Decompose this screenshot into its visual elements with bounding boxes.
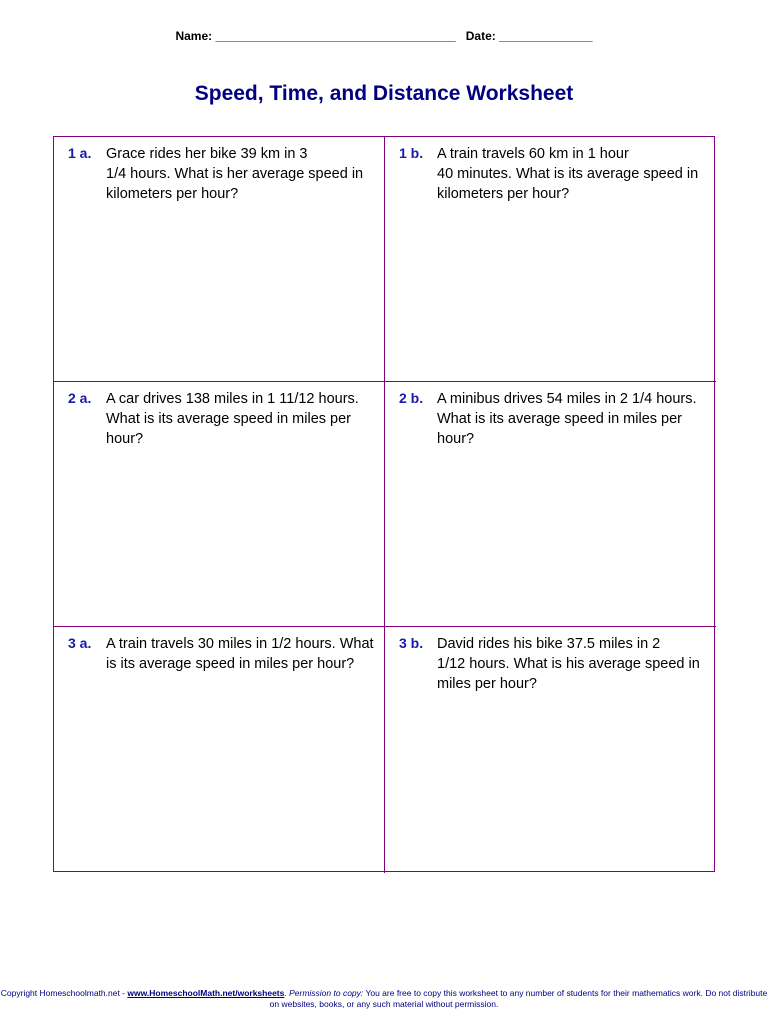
problem-cell-3a xyxy=(54,627,385,873)
problem-number: 1 a. xyxy=(68,145,92,161)
problem-text: A train travels 30 miles in 1/2 hours. What is its average speed in miles per hour? xyxy=(106,636,374,672)
problem-cell-3b xyxy=(385,627,716,873)
problem-grid xyxy=(53,136,715,872)
problem-number: 1 b. xyxy=(399,145,424,161)
problem-text: David rides his bike 37.5 miles in 2 1/12 hours. What is his average speed in miles per hour? xyxy=(437,636,700,692)
problem-number: 2 a. xyxy=(68,390,92,406)
problem-text: A train travels 60 km in 1 hour 40 minutes. What is its average speed in kilometers per hour? xyxy=(437,146,699,202)
name-date-line xyxy=(0,29,768,43)
name-blank: ____________________________________ xyxy=(215,29,456,43)
problem-text: A minibus drives 54 miles in 2 1/4 hours. What is its average speed in miles per hour? xyxy=(437,391,697,447)
problem-number: 3 a. xyxy=(68,635,92,651)
problem-cell-1a xyxy=(54,137,385,382)
problem-cell-2a xyxy=(54,382,385,627)
date-label: Date: xyxy=(465,29,496,43)
worksheets-link[interactable]: www.HomeschoolMath.net/worksheets xyxy=(127,988,285,998)
worksheet-title: Speed, Time, and Distance Worksheet xyxy=(194,82,574,105)
date-blank: ______________ xyxy=(499,29,593,43)
copyright-footer xyxy=(0,988,768,1010)
problem-number: 2 b. xyxy=(399,390,424,406)
problem-cell-2b xyxy=(385,382,716,627)
copyright-text: Copyright Homeschoolmath.net - xyxy=(0,988,128,998)
problem-cell-1b xyxy=(385,137,716,382)
name-label: Name: xyxy=(175,29,213,43)
permission-text: You are free to copy this worksheet to any number of students for their mathematics work. Do not distribute on websites, books, or any such material without permission. xyxy=(269,988,768,1009)
problem-text: A car drives 138 miles in 1 11/12 hours. What is its average speed in miles per hour? xyxy=(106,391,359,447)
link-separator: . xyxy=(284,988,290,998)
permission-label: Permission to copy: xyxy=(289,988,364,998)
problem-text: Grace rides her bike 39 km in 3 1/4 hours. What is her average speed in kilometers per hour? xyxy=(106,146,364,202)
problem-number: 3 b. xyxy=(399,635,424,651)
